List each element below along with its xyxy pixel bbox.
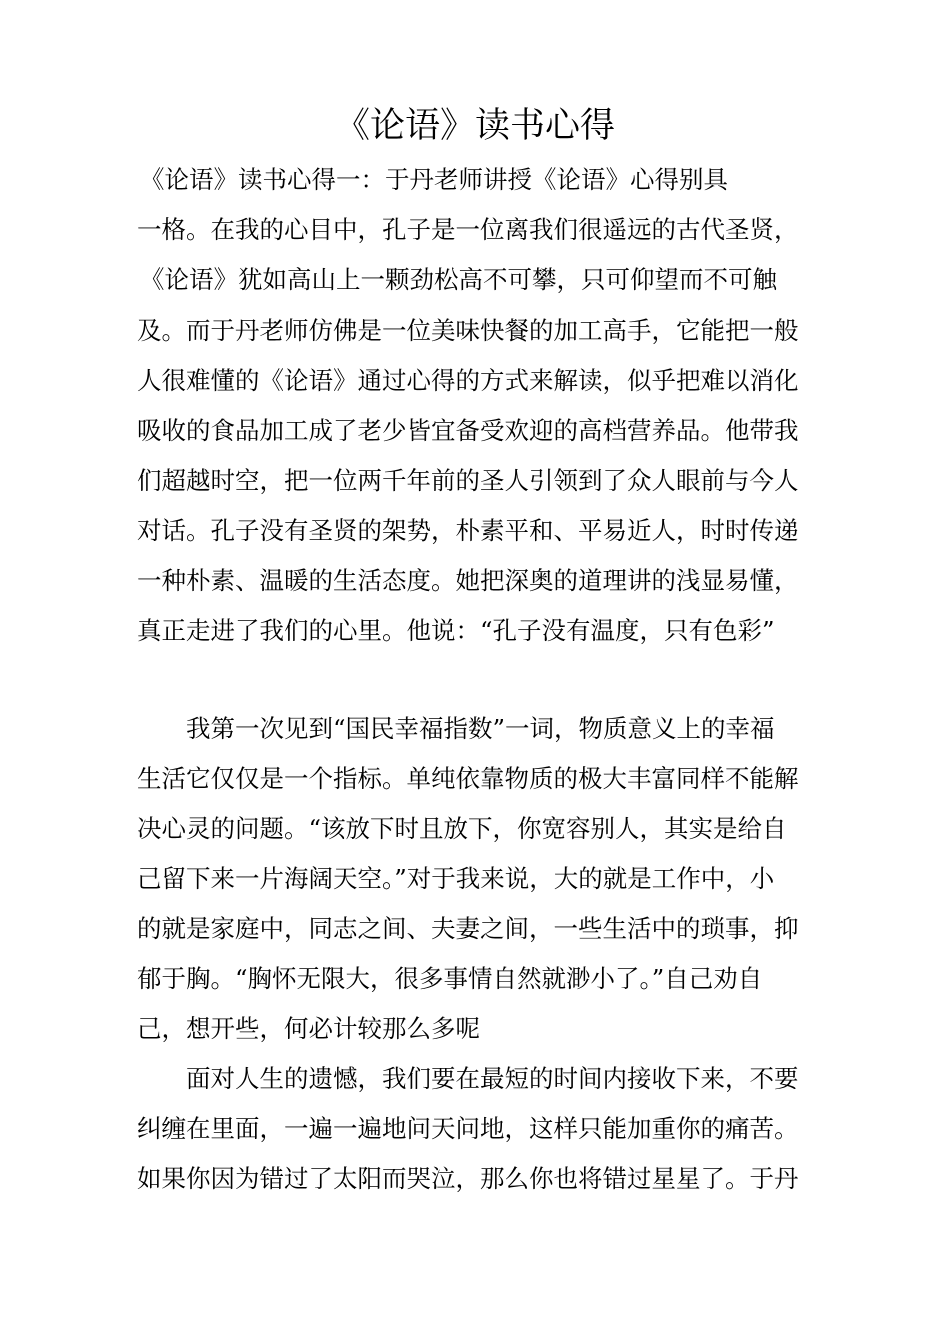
text-line: 如果你因为错过了太阳而哭泣，那么你也将错过星星了。于丹 [137,1164,799,1193]
text-line: 一种朴素、温暖的生活态度。她把深奥的道理讲的浅显易懂， [137,566,799,595]
text-line: 人很难懂的《论语》通过心得的方式来解读，似乎把难以消化 [137,366,799,395]
text-line: 我第一次见到“国民幸福指数”一词，物质意义上的幸福 [186,714,775,743]
text-line: 面对人生的遗憾，我们要在最短的时间内接收下来，不要 [186,1064,799,1093]
text-line: 对话。孔子没有圣贤的架势，朴素平和、平易近人，时时传递 [137,516,799,545]
text-line: 们超越时空，把一位两千年前的圣人引领到了众人眼前与今人 [137,466,799,495]
text-line: 一格。在我的心目中，孔子是一位离我们很遥远的古代圣贤， [137,215,799,244]
text-line: 真正走进了我们的心里。他说：“孔子没有温度，只有色彩” [137,616,775,645]
text-line: 纠缠在里面，一遍一遍地问天问地，这样只能加重你的痛苦。 [137,1114,799,1143]
text-line: 郁于胸。“胸怀无限大，很多事情自然就渺小了。”自己劝自 [137,964,763,993]
document-title: 《论语》读书心得 [334,106,615,146]
text-line: 的就是家庭中，同志之间、夫妻之间，一些生活中的琐事，抑 [137,914,799,943]
text-line: 及。而于丹老师仿佛是一位美味快餐的加工高手，它能把一般 [137,316,799,345]
text-line: 决心灵的问题。“该放下时且放下，你宽容别人，其实是给自 [137,814,787,843]
text-line: 《论语》读书心得一：于丹老师讲授《论语》心得别具 [140,165,728,194]
text-line: 己留下来一片海阔天空。”对于我来说，大的就是工作中，小 [137,864,775,893]
text-line: 生活它仅仅是一个指标。单纯依靠物质的极大丰富同样不能解 [137,764,799,793]
text-line: 《论语》犹如高山上一颗劲松高不可攀，只可仰望而不可触 [140,265,777,294]
text-line: 己，想开些，何必计较那么多呢 [137,1014,480,1043]
text-line: 吸收的食品加工成了老少皆宜备受欢迎的高档营养品。他带我 [137,416,799,445]
